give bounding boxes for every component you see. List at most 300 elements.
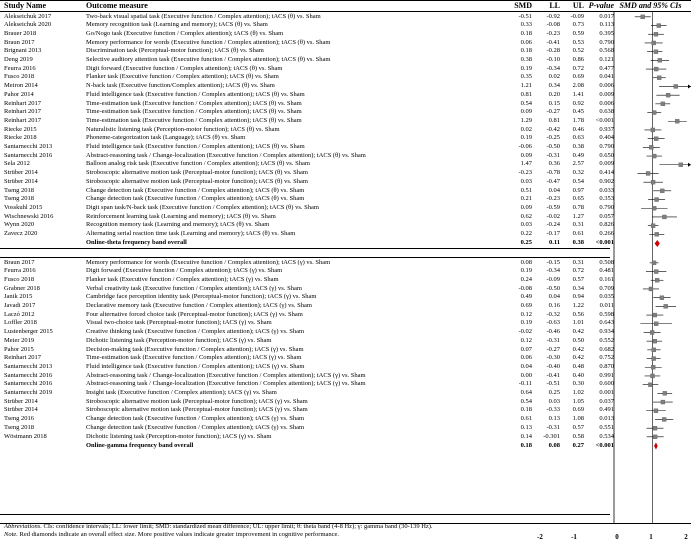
cell-p: 0.934	[599, 328, 614, 336]
cell-outcome: Insight task (Executive function / Complex attention); tACS (γ) vs. Sham	[86, 389, 277, 396]
cell-outcome: Dichotic listening task (Perception-motor function); tACS (γ) vs. Sham	[86, 432, 272, 440]
cell-ll: -0.41	[546, 38, 560, 46]
cell-smd: 0.04	[520, 362, 532, 370]
cell-study: Deng 2019	[4, 56, 33, 63]
cell-p: 0.035	[599, 293, 614, 301]
header-smd: SMD	[514, 1, 532, 10]
theta-point	[662, 215, 666, 219]
cell-outcome: Creative thinking task (Executive function / Complex attention); tACS (γ) vs. Sham	[86, 328, 305, 336]
cell-outcome: Recognition memory task (Learning and memory); tACS (θ) vs. Sham	[86, 221, 270, 229]
cell-study: Meier 2019	[4, 336, 35, 344]
cell-ll: -0.27	[546, 345, 560, 353]
theta-point	[654, 137, 658, 141]
header-outcome-measure: Outcome measure	[86, 1, 148, 10]
cell-study: Alekseichuk 2020	[4, 21, 52, 29]
cell-p: 0.353	[599, 195, 614, 203]
theta-point	[660, 189, 664, 193]
cell-outcome: Time-estimation task (Executive function / Complex attention); tACS (γ) vs. Sham	[86, 354, 302, 362]
cell-study: Tseng 2018	[4, 186, 35, 194]
cell-outcome: Stroboscopic alternative motion task (Perceptual-motor function); tACS (θ) vs. Sham	[86, 177, 308, 185]
cell-study: Strüber 2014	[4, 177, 38, 185]
cell-study: Meiron 2014	[4, 82, 38, 90]
x-tick-label: -1	[571, 533, 577, 541]
cell-ll: -0.24	[546, 221, 560, 229]
header-study-name: Study Name	[4, 1, 47, 10]
cell-outcome: Online-theta frequency band overall	[86, 239, 187, 247]
x-tick-label: 0	[615, 533, 619, 541]
cell-p: 0.937	[599, 125, 614, 133]
gamma-point	[651, 365, 655, 369]
cell-p: 0.013	[599, 415, 614, 423]
cell-ul: 0.72	[572, 267, 584, 275]
cell-outcome: Declarative memory task (Executive function / Complex attention); tACS (γ) vs. Sham	[86, 302, 312, 309]
cell-study: Wynn 2020	[4, 221, 35, 229]
cell-p: 0.001	[599, 389, 614, 396]
cell-outcome: Memory recognition task (Learning and memory); tACS (θ) vs. Sham	[86, 21, 268, 29]
theta-point	[674, 84, 678, 88]
cell-ul: 0.31	[572, 221, 584, 229]
footnote-abbr-text: CIs: confidence intervals; LL: lower limit; SMD: standardized mean difference; UL: upper limit; θ: theta band (4-8 Hz); γ: gamma band (30-139 Hz).	[43, 523, 433, 530]
cell-ll: -0.34	[546, 267, 560, 275]
cell-smd: 0.22	[520, 230, 532, 237]
cell-p: 0.011	[599, 302, 614, 309]
cell-study: Pahor 2014	[4, 90, 34, 98]
theta-point	[657, 24, 661, 28]
cell-study: Wischnewski 2016	[4, 212, 54, 220]
cell-p: 0.009	[599, 90, 614, 98]
header-p-value: P-value	[588, 1, 614, 10]
cell-p: 0.033	[599, 186, 614, 194]
cell-smd: 0.09	[520, 151, 532, 159]
cell-outcome: N-back task (Executive function/Complex attention); tACS (θ) vs. Sham	[86, 82, 275, 90]
cell-smd: 0.09	[520, 203, 532, 211]
header-forest-title: SMD and 95% CIs	[619, 1, 682, 10]
gamma-point	[651, 374, 655, 378]
gamma-point	[649, 287, 653, 291]
cell-outcome: Reinforcement learning task (Learning and memory); tACS (θ) vs. Sham	[86, 212, 276, 220]
cell-smd: 0.12	[520, 310, 532, 318]
cell-p: 0.643	[599, 319, 614, 327]
x-tick-label: 1	[649, 533, 653, 541]
cell-ul: 0.32	[572, 169, 584, 177]
gamma-point	[660, 296, 664, 300]
cell-ul: 0.59	[572, 29, 584, 37]
cell-outcome: Digit span task/N-back task (Executive function / Complex attention); tACS (θ) vs. Sham	[86, 203, 319, 211]
cell-smd: 0.19	[520, 134, 532, 142]
theta-point	[649, 145, 653, 149]
gamma-point	[652, 261, 656, 265]
theta-point	[646, 171, 650, 175]
cell-outcome: Abstract-reasoning task / Change-localization (Executive function / Complex attention); tACS (γ) vs. Sham	[86, 380, 366, 388]
cell-study: Zavecz 2020	[4, 230, 38, 237]
cell-smd: 0.49	[520, 293, 532, 301]
cell-ll: 0.08	[548, 441, 560, 449]
cell-outcome: Visual two-choice task (Perceptual-motor function); tACS (γ) vs. Sham	[86, 319, 272, 327]
cell-p: 0.508	[599, 258, 614, 266]
cell-outcome: Phoneme-categorization task (Language); tACS (θ) vs. Sham	[86, 134, 246, 142]
cell-ll: -0.50	[546, 284, 560, 292]
cell-study: Braun 2017	[4, 258, 35, 266]
cell-smd: -0.11	[518, 380, 532, 388]
cell-ll: -0.301	[543, 432, 560, 440]
theta-point	[641, 15, 645, 19]
theta-point	[655, 232, 659, 236]
cell-smd: 0.54	[520, 397, 532, 405]
gamma-point	[655, 278, 659, 282]
cell-ll: -0.33	[546, 406, 560, 414]
theta-point	[652, 111, 656, 115]
cell-outcome: Selective auditory attention task (Executive function / Complex attention); tACS (θ) vs. Sham	[86, 56, 331, 63]
cell-smd: 0.18	[520, 47, 532, 55]
cell-ul: 1.01	[572, 319, 584, 327]
cell-study: Pahor 2015	[4, 345, 34, 353]
cell-p: 0.113	[599, 21, 614, 29]
cell-ll: -0.46	[546, 328, 560, 336]
cell-outcome: Discrimination task (Perceptual-motor function); tACS (θ) vs. Sham	[86, 47, 264, 55]
theta-point	[655, 198, 659, 202]
cell-smd: 0.62	[520, 212, 532, 220]
cell-study: Fusco 2018	[4, 275, 35, 283]
theta-point	[666, 93, 670, 97]
cell-outcome: Fluid intelligence task (Executive function / Complex attention); tACS (θ) vs. Sham	[86, 143, 305, 150]
cell-p: 0.017	[599, 12, 614, 20]
cell-ul: 0.72	[572, 64, 584, 72]
cell-outcome: Abstract-reasoning task / Change-localization (Executive function / Complex attention); tACS (θ) vs. Sham	[86, 151, 366, 159]
cell-p: <0.001	[595, 441, 614, 449]
cell-ll: 0.03	[548, 397, 560, 405]
cell-smd: 0.02	[520, 125, 532, 133]
cell-outcome: Alternating serial reaction time task (Learning and memory); tACS (θ) vs. Sham	[86, 230, 296, 237]
cell-p: 0.477	[599, 64, 614, 72]
cell-ul: 0.86	[572, 56, 584, 63]
gamma-point	[654, 322, 658, 326]
cell-outcome: Change detection task (Executive function / Complex attention); tACS (γ) vs. Sham	[86, 423, 305, 431]
cell-ll: -0.09	[546, 275, 560, 283]
cell-p: 0.600	[599, 380, 614, 388]
cell-outcome: Dichotic listening task (Perception-motor function); tACS (γ) vs. Sham	[86, 336, 272, 344]
cell-ul: 0.48	[572, 362, 584, 370]
cell-ll: -0.92	[546, 12, 560, 20]
cell-outcome: Stroboscopic alternative motion task (Perceptual-motor function); tACS (γ) vs. Sham	[86, 397, 308, 405]
cell-outcome: Time-estimation task (Executive function / Complex attention); tACS (θ) vs. Sham	[86, 108, 302, 116]
cell-outcome: Digit forward (Executive function / Complex attention); tACS (θ) vs. Sham	[86, 64, 283, 72]
cell-ul: 1.41	[572, 90, 584, 98]
cell-ll: 0.16	[548, 302, 560, 309]
cell-study: Tseng 2018	[4, 195, 35, 203]
x-tick-label: 2	[684, 533, 688, 541]
cell-p: 0.650	[599, 151, 614, 159]
theta-point	[651, 224, 655, 228]
cell-ul: 0.46	[572, 125, 584, 133]
cell-outcome: Go/Nogo task (Executive function / Complex attention); tACS (θ) vs. Sham	[86, 29, 284, 37]
cell-ll: -0.30	[546, 354, 560, 362]
cell-study: Santarnecchi 2019	[4, 389, 53, 396]
cell-smd: 0.24	[520, 275, 532, 283]
cell-ll: 0.34	[548, 82, 560, 90]
gamma-point	[664, 304, 668, 308]
cell-study: Riecke 2018	[4, 134, 37, 142]
cell-smd: -0.23	[518, 169, 532, 177]
cell-outcome: Fluid intelligence task (Executive function / Complex attention); tACS (θ) vs. Sham	[86, 90, 305, 98]
cell-p: 0.902	[599, 177, 614, 185]
footnote-note	[4, 531, 339, 539]
cell-smd: 0.69	[520, 302, 532, 309]
cell-study: Santarnecchi 2016	[4, 151, 53, 159]
header-ul: UL	[572, 1, 584, 10]
cell-ll: -0.31	[546, 423, 560, 431]
gamma-summary-diamond	[654, 443, 658, 450]
cell-smd: 0.06	[520, 354, 532, 362]
cell-p: 0.057	[599, 212, 614, 220]
gamma-point	[663, 391, 667, 395]
cell-p: 0.404	[599, 134, 614, 142]
cell-study: Reinhart 2017	[4, 116, 42, 124]
cell-ll: -0.50	[546, 143, 560, 150]
cell-p: 0.682	[599, 345, 614, 353]
cell-p: 0.491	[599, 406, 614, 414]
cell-smd: 0.38	[520, 56, 532, 63]
cell-ul: 0.30	[572, 380, 584, 388]
cell-ul: 1.05	[572, 397, 584, 405]
cell-outcome: Digit forward (Executive function / Complex attention); tACS (γ) vs. Sham	[86, 267, 283, 275]
cell-smd: 0.00	[520, 371, 532, 379]
cell-p: 0.395	[599, 29, 614, 37]
cell-p: 0.870	[599, 362, 614, 370]
cell-outcome: Stroboscopic alternative motion task (Perceptual-motor function); tACS (θ) vs. Sham	[86, 169, 308, 177]
cell-smd: -0.06	[518, 143, 532, 150]
cell-ul: 0.78	[572, 203, 584, 211]
cell-smd: 0.07	[520, 345, 532, 353]
cell-ul: 0.53	[572, 38, 584, 46]
cell-p: 0.534	[599, 432, 614, 440]
cell-smd: 0.33	[520, 21, 532, 29]
cell-outcome: Online-gamma frequency band overall	[86, 441, 194, 449]
cell-smd: 0.61	[520, 415, 532, 423]
cell-study: Brauer 2018	[4, 29, 37, 37]
cell-smd: 0.06	[520, 38, 532, 46]
cell-outcome: Verbal creativity task (Executive function / Complex attention); tACS (γ) vs. Sham	[86, 284, 302, 292]
cell-ll: 0.11	[548, 239, 560, 247]
cell-ul: 0.94	[572, 293, 584, 301]
cell-ul: 1.78	[572, 116, 584, 124]
cell-ll: -0.59	[546, 203, 560, 211]
cell-ul: 0.42	[572, 328, 584, 336]
cell-ul: 1.02	[572, 389, 584, 396]
theta-summary-diamond	[655, 240, 660, 247]
cell-smd: 0.03	[520, 221, 532, 229]
cell-ll: -0.78	[546, 169, 560, 177]
cell-ul: 0.57	[572, 423, 584, 431]
cell-smd: 0.35	[520, 73, 532, 81]
cell-ll: -0.10	[546, 56, 560, 63]
cell-study: Vosskuhl 2015	[4, 203, 43, 211]
cell-ll: 0.04	[548, 186, 560, 194]
cell-p: 0.551	[599, 423, 614, 431]
cell-ul: 0.69	[572, 406, 584, 414]
cell-outcome: Change detection task (Executive function / Complex attention); tACS (θ) vs. Sham	[86, 195, 305, 203]
cell-ul: 0.42	[572, 354, 584, 362]
cell-smd: 0.09	[520, 108, 532, 116]
cell-ul: 0.40	[572, 371, 584, 379]
cell-outcome: Memory performance for words (Executive function / Complex attention); tACS (θ) vs. Sham	[86, 38, 331, 46]
gamma-point	[652, 357, 656, 361]
cell-ll: -0.32	[546, 310, 560, 318]
theta-point	[652, 154, 656, 158]
cell-ll: -0.02	[546, 212, 560, 220]
cell-outcome: Two-back visual spatial task (Executive function / Complex attention); tACS (θ) vs. Sham	[86, 12, 321, 20]
cell-smd: 0.18	[520, 406, 532, 414]
cell-p: 0.709	[599, 284, 614, 292]
cell-ll: -0.25	[546, 134, 560, 142]
cell-smd: 0.81	[520, 90, 532, 98]
theta-point	[654, 67, 658, 71]
cell-study: Santarnecchi 2013	[4, 362, 53, 370]
cell-ul: 0.69	[572, 73, 584, 81]
cell-ll: -0.41	[546, 371, 560, 379]
cell-outcome: Flanker task (Executive function / Complex attention); tACS (γ) vs. Sham	[86, 275, 279, 283]
footnote-note-label: Note.	[4, 531, 18, 538]
header-ll: LL	[549, 1, 560, 10]
cell-ll: -0.47	[546, 177, 560, 185]
cell-smd: 0.64	[520, 389, 532, 396]
theta-point	[652, 206, 656, 210]
cell-outcome: Stroboscopic alternative motion task (Perceptual-motor function); tACS (γ) vs. Sham	[86, 406, 308, 414]
theta-point	[657, 76, 661, 80]
cell-study: Loffler 2018	[4, 319, 37, 327]
cell-ul: 2.57	[572, 160, 584, 168]
theta-point	[675, 119, 679, 123]
cell-ll: 0.25	[548, 389, 560, 396]
cell-study: Strüber 2014	[4, 397, 38, 405]
cell-study: Reinhart 2017	[4, 108, 42, 116]
cell-outcome: Fluid intelligence task (Executive function / Complex attention); tACS (γ) vs. Sham	[86, 362, 305, 370]
cell-ll: -0.63	[546, 319, 560, 327]
cell-smd: 0.14	[520, 432, 532, 440]
cell-study: Lustenberger 2015	[4, 328, 53, 336]
cell-ul: 0.56	[572, 310, 584, 318]
cell-study: Janik 2015	[4, 293, 33, 301]
cell-ul: 1.08	[572, 415, 584, 423]
cell-study: Javadi 2017	[4, 302, 36, 309]
cell-outcome: Decision-making task (Executive function / Complex attention); tACS (γ) vs. Sham	[86, 345, 304, 353]
cell-ul: -0.09	[570, 12, 584, 20]
cell-p: <0.001	[595, 239, 614, 247]
cell-outcome: Change detection task (Executive function / Complex attention); tACS (θ) vs. Sham	[86, 186, 305, 194]
cell-ul: 2.08	[572, 82, 584, 90]
gamma-point	[650, 330, 654, 334]
cell-ll: -0.27	[546, 108, 560, 116]
cell-smd: -0.08	[518, 284, 532, 292]
cell-ul: 1.22	[572, 302, 584, 309]
cell-outcome: Naturalistic listening task (Perception-motor function); tACS (θ) vs. Sham	[86, 125, 280, 133]
cell-study: Wöstmann 2018	[4, 432, 47, 440]
gamma-point	[653, 426, 657, 430]
gamma-point	[654, 270, 658, 274]
cell-outcome: Abstract-reasoning task / Change-localization (Executive function / Complex attention); tACS (γ) vs. Sham	[86, 371, 366, 379]
cell-ul: 0.58	[572, 432, 584, 440]
cell-ll: 0.04	[548, 293, 560, 301]
cell-p: 0.638	[599, 108, 614, 116]
cell-ul: 0.97	[572, 186, 584, 194]
cell-ul: 0.92	[572, 99, 584, 107]
cell-ul: 0.45	[572, 108, 584, 116]
cell-outcome: Memory performance for words (Executive function / Complex attention); tACS (γ) vs. Sham	[86, 258, 331, 266]
cell-ll: -0.17	[546, 230, 560, 237]
cell-ul: 0.65	[572, 195, 584, 203]
cell-p: 0.552	[599, 336, 614, 344]
cell-study: Strüber 2014	[4, 406, 38, 414]
cell-p: 0.790	[599, 38, 614, 46]
cell-ll: 0.36	[548, 160, 560, 168]
cell-ul: 0.31	[572, 258, 584, 266]
cell-ll: -0.15	[546, 258, 560, 266]
cell-smd: 0.03	[520, 177, 532, 185]
cell-p: 0.037	[599, 397, 614, 405]
theta-point	[654, 32, 658, 36]
cell-ul: 0.49	[572, 151, 584, 159]
cell-study: Feurra 2016	[4, 64, 36, 72]
cell-smd: 0.54	[520, 99, 532, 107]
cell-outcome: Balloon analog risk task (Executive function / Complex attention); tACS (θ) vs. Sham	[86, 160, 310, 168]
cell-p: 0.991	[599, 371, 614, 379]
cell-study: Reinhart 2017	[4, 354, 42, 362]
gamma-point	[648, 383, 652, 387]
cell-smd: 0.19	[520, 267, 532, 275]
cell-smd: -0.02	[518, 328, 532, 336]
cell-study: Sela 2012	[4, 160, 30, 168]
cell-smd: 0.25	[520, 239, 532, 247]
cell-outcome: Time-estimation task (Executive function / Complex attention); tACS (θ) vs. Sham	[86, 99, 302, 107]
gamma-point	[661, 400, 665, 404]
cell-ll: -0.23	[546, 29, 560, 37]
theta-point	[652, 41, 656, 45]
cell-study: Laczó 2012	[4, 310, 35, 318]
cell-study: Feurra 2016	[4, 267, 36, 275]
cell-ul: 0.50	[572, 336, 584, 344]
cell-ll: 0.15	[548, 99, 560, 107]
cell-ul: 0.42	[572, 345, 584, 353]
cell-ll: -0.31	[546, 151, 560, 159]
cell-ul: 0.27	[572, 441, 584, 449]
cell-p: 0.790	[599, 203, 614, 211]
theta-point	[661, 102, 665, 106]
cell-p: 0.266	[599, 230, 614, 237]
cell-ll: -0.40	[546, 362, 560, 370]
cell-ll: -0.34	[546, 64, 560, 72]
cell-p: 0.790	[599, 143, 614, 150]
gamma-point	[654, 409, 658, 413]
cell-smd: 1.21	[520, 82, 532, 90]
cell-ll: 0.81	[548, 116, 560, 124]
cell-smd: 1.47	[520, 160, 532, 168]
cell-study: Braun 2017	[4, 38, 35, 46]
cell-smd: 0.19	[520, 64, 532, 72]
cell-study: Fusco 2018	[4, 73, 35, 81]
gamma-point	[653, 435, 657, 439]
theta-point	[658, 58, 662, 62]
cell-smd: -0.51	[518, 12, 532, 20]
footnote-abbreviations	[4, 523, 433, 531]
cell-ll: 0.02	[548, 73, 560, 81]
cell-p: 0.414	[599, 169, 614, 177]
cell-ll: 0.13	[548, 415, 560, 423]
cell-study: Santarnecchi 2016	[4, 371, 53, 379]
cell-ll: -0.28	[546, 47, 560, 55]
cell-study: Alekseichuk 2017	[4, 12, 52, 20]
cell-ul: 0.63	[572, 134, 584, 142]
cell-study: Santarnecchi 2013	[4, 143, 53, 150]
cell-ll: 0.20	[548, 90, 560, 98]
